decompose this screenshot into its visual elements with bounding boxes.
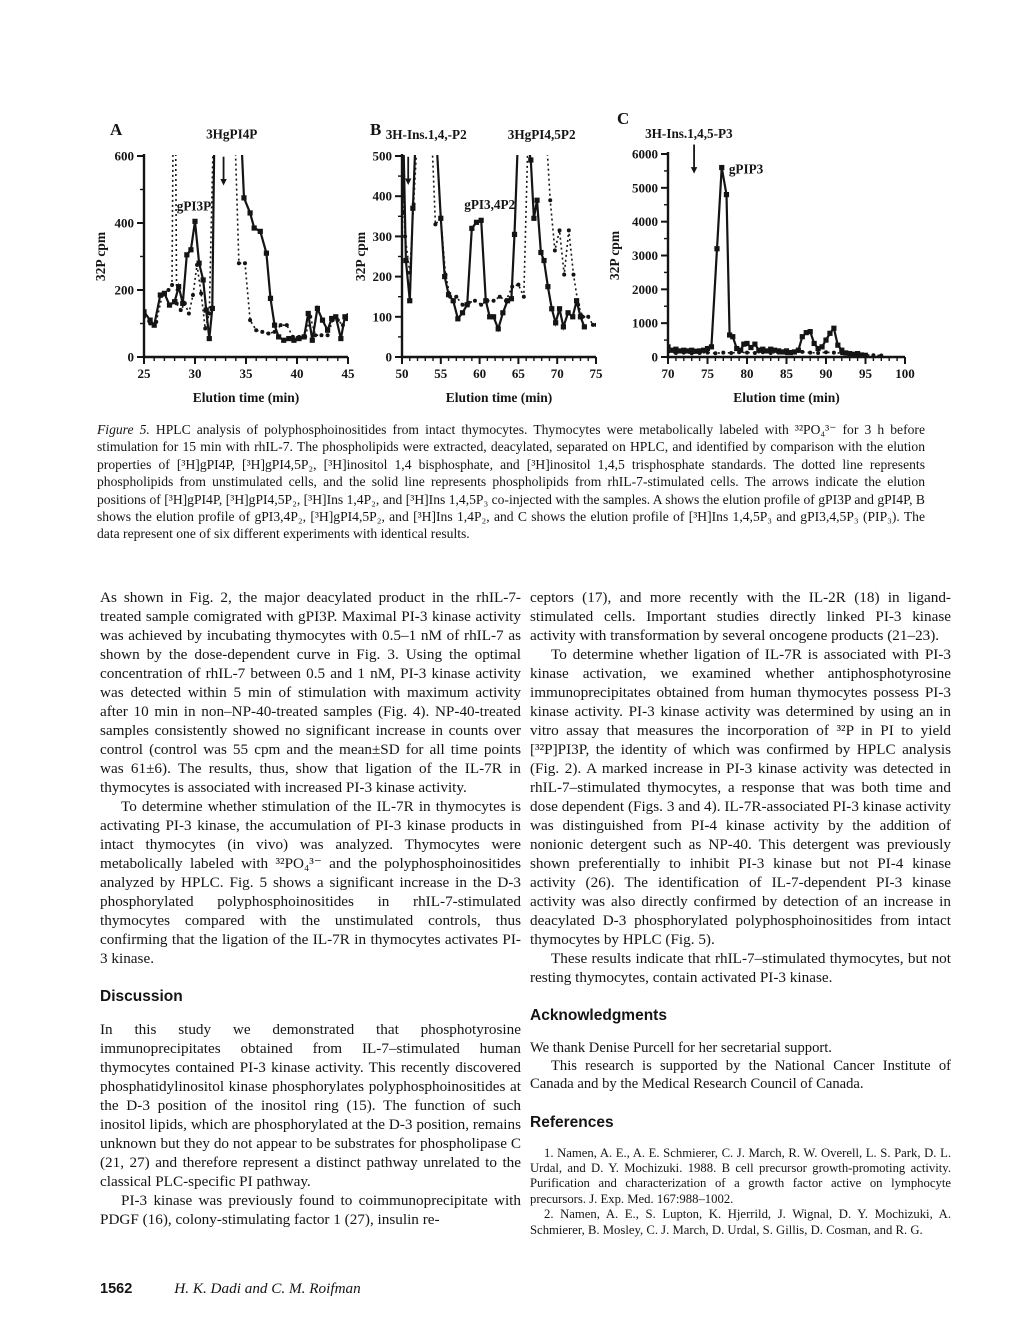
svg-text:gPI3P: gPI3P xyxy=(176,198,212,214)
svg-text:70: 70 xyxy=(550,366,564,381)
svg-text:6000: 6000 xyxy=(632,146,658,162)
figure-label: Figure 5. xyxy=(97,422,150,437)
acknowledgments-text-1: We thank Denise Purcell for her secretarial support. xyxy=(530,1040,832,1056)
svg-text:80: 80 xyxy=(740,366,754,381)
page-number: 1562 xyxy=(100,1281,133,1297)
right-column xyxy=(530,588,951,1238)
chart-panel-b xyxy=(352,104,610,409)
svg-text:40: 40 xyxy=(290,366,304,381)
svg-text:75: 75 xyxy=(701,366,714,381)
svg-text:45: 45 xyxy=(341,366,355,381)
svg-text:32P cpm: 32P cpm xyxy=(93,231,108,282)
svg-text:0: 0 xyxy=(651,349,658,365)
svg-text:90: 90 xyxy=(819,366,833,381)
svg-text:65: 65 xyxy=(511,366,525,381)
svg-text:30: 30 xyxy=(188,366,202,381)
svg-text:3000: 3000 xyxy=(632,248,658,263)
figure-caption xyxy=(97,421,925,543)
svg-text:32P cpm: 32P cpm xyxy=(353,231,368,282)
paragraph-results-2: To determine whether stimulation of the IL-7R in thymocytes is activating PI-3 kinase, the accumulation of PI-3 kinase products in intact thymocytes (in vivo) was analyzed. Thymocytes were metabolically labeled with ³²PO₄³⁻ and the polyphosphoinositides analyzed by HPLC. Fig. 5 shows a significant increase in the D-3 phosphorylated polyphosphoinositides in rhIL-7-stimulated thymocytes compared with the unstimulated controls, thus confirming that the ligation of the IL-7R in thymocytes activates PI-3 kinase. xyxy=(100,798,521,967)
svg-text:200: 200 xyxy=(372,269,392,285)
svg-text:1000: 1000 xyxy=(632,315,658,331)
svg-text:3H-Ins.1,4,-P2: 3H-Ins.1,4,-P2 xyxy=(385,127,467,143)
paragraph-discussion-5: These results indicate that rhIL-7–stimulated thymocytes, but not resting thymocytes, contain activated PI-3 kinase. xyxy=(530,950,951,986)
paragraph-discussion-4: To determine whether ligation of IL-7R is associated with PI-3 kinase activation, we examined whether antiphosphotyrosine immunoprecipitates obtained from human thymocytes possess PI-3 kinase activity. PI-3 kinase activity was determined by using an in vitro assay that measures the incorporation of ³²P in PI to yield [³²P]PI3P, the identity of which was confirmed by HPLC analysis (Fig. 2). A marked increase in PI-3 kinase activity was detected in rhIL-7–stimulated thymocytes, a response that was both time and dose dependent (Figs. 3 and 4). IL-7R-associated PI-3 kinase activity was distinguished from PI-4 kinase activity by the addition of nonionic detergent such as NP-40. This detergent was previously shown preferentially to inhibit PI-3 kinase but not PI-4 kinase activity (26). The identification of IL-7-dependent PI-3 kinase activity was also directly confirmed by detection of an increase in deacylated D-3 phosphorylated polyphosphoinositides from intact thymocytes by HPLC (Fig. 5). xyxy=(530,646,951,948)
svg-text:200: 200 xyxy=(114,282,134,298)
svg-text:3HgPI4P: 3HgPI4P xyxy=(206,126,258,142)
svg-text:5000: 5000 xyxy=(632,180,658,196)
references-heading: References xyxy=(530,1113,614,1131)
svg-text:60: 60 xyxy=(473,366,487,381)
svg-text:C: C xyxy=(617,109,630,128)
svg-text:400: 400 xyxy=(114,215,134,231)
chart-panel-a xyxy=(92,104,360,409)
page-footer xyxy=(100,1280,361,1298)
svg-text:25: 25 xyxy=(137,366,151,381)
svg-text:35: 35 xyxy=(239,366,253,381)
svg-text:Elution time (min): Elution time (min) xyxy=(445,390,553,405)
reference-item-1: 1. Namen, A. E., A. E. Schmierer, C. J. March, R. W. Overell, L. S. Park, D. L. Urdal, and D. Y. Mochizuki. 1988. B cell precursor growth-promoting activity. Purification and characterization of a growth factor active on lymphocyte precursors. J. Exp. Med. 167:988–1002. xyxy=(530,1145,951,1206)
running-authors: H. K. Dadi and C. M. Roifman xyxy=(174,1280,361,1297)
svg-text:100: 100 xyxy=(895,366,915,381)
svg-text:100: 100 xyxy=(372,309,392,325)
acknowledgments-heading: Acknowledgments xyxy=(530,1007,667,1024)
svg-text:4000: 4000 xyxy=(632,214,658,230)
paragraph-discussion-1: In this study we demonstrated that phosphotyrosine immunoprecipitates obtained from IL-7–stimulated human thymocytes contained PI-3 kinase activity. This recently discovered phosphatidylinositol kinase phosphorylates polyphosphoinositides at the D-3 position of the inositol ring (15). The function of such inositol lipids, which are phosphorylated at the D-3 position, remains unknown but they do not appear to be substrates for phospholipase C (21, 27) and therefore represent a distinct pathway unrelated to the classical PLC-specific PI pathway. xyxy=(100,1021,521,1190)
svg-text:500: 500 xyxy=(372,148,392,164)
chart-panel-c xyxy=(606,96,921,409)
reference-item-2: 2. Namen, A. E., S. Lupton, K. Hjerrild, J. Wignal, D. Y. Mochizuki, A. Schmierer, B. Mosley, C. J. March, D. Urdal, S. Gillis, D. Cosman, and R. G. xyxy=(530,1207,951,1237)
svg-text:2000: 2000 xyxy=(632,281,658,297)
svg-text:55: 55 xyxy=(434,366,448,381)
svg-text:gPIP3: gPIP3 xyxy=(728,161,764,177)
svg-text:32P cpm: 32P cpm xyxy=(607,230,622,281)
svg-text:85: 85 xyxy=(780,366,793,381)
svg-text:3HgPI4,5P2: 3HgPI4,5P2 xyxy=(507,127,576,143)
svg-text:Elution time (min): Elution time (min) xyxy=(733,390,840,405)
svg-text:95: 95 xyxy=(859,366,872,381)
svg-text:600: 600 xyxy=(114,148,134,164)
svg-text:75: 75 xyxy=(589,366,603,381)
svg-text:B: B xyxy=(370,120,382,139)
svg-text:gPI3,4P2: gPI3,4P2 xyxy=(464,197,516,213)
svg-text:50: 50 xyxy=(395,366,409,381)
discussion-heading: Discussion xyxy=(100,988,183,1005)
svg-text:3H-Ins.1,4,5-P3: 3H-Ins.1,4,5-P3 xyxy=(645,125,733,141)
paragraph-results-1: As shown in Fig. 2, the major deacylated product in the rhIL-7-treated sample comigrated with gPI3P. Maximal PI-3 kinase activity was achieved by incubating thymocytes with 0.5–1 nM of rhIL-7 as shown by the dose-dependent curve in Fig. 3. Using the optimal concentration of rhIL-7 between 0.5 and 1 nM, PI-3 kinase activity was detected within 5 min of stimulation with maximum activity after 10 min in non–NP-40-treated samples (Fig. 4). NP-40-treated samples consistently showed no significant increase in counts over control (control was 55 cpm and the mean±SD for all time points was 61±6). The results, thus, show that ligation of the IL-7R in thymocytes is associated with increased PI-3 kinase activity. xyxy=(100,589,521,796)
acknowledgments-text-2: This research is supported by the National Cancer Institute of Canada and by the Medical Research Council of Canada. xyxy=(530,1058,951,1093)
figure-caption-text: HPLC analysis of polyphosphoinositides from intact thymocytes. Thymocytes were metabolically labeled with ³²PO₄³⁻ for 3 h before stimulation for 15 min with rhIL-7. The phospholipids were extracted, deacylated, separated on HPLC, and identified by comparison with the elution properties of [³H]gPI4P, [³H]gPI4,5P₂, [³H]inositol 1,4 bisphosphate, and [³H]inositol 1,4,5 trisphosphate standards. The dotted line represents phospholipids from unstimulated cells, and the solid line represents phospholipids from rhIL-7-stimulated cells. The arrows indicate the elution positions of [³H]gPI4P, [³H]gPI4,5P₂, [³H]Ins 1,4P₂, and [³H]Ins 1,4,5P₃ co-injected with the samples. A shows the elution profile of gPI3P and gPI4P, B shows the elution profile of gPI3,4P₂, [³H]gPI4,5P₂, and [³H]Ins 1,4P₂, and C shows the elution profile of [³H]Ins 1,4,5P₃ and gPI3,4,5P₃ (PIP₃). The data represent one of six different experiments with identical results. xyxy=(97,422,925,542)
left-column xyxy=(100,588,521,1229)
paragraph-discussion-3: ceptors (17), and more recently with the IL-2R (18) in ligand-stimulated cells. Important studies directly linked PI-3 kinase activity with transformation by several oncogene products (21–23). xyxy=(530,589,951,644)
svg-text:A: A xyxy=(110,120,123,139)
svg-text:0: 0 xyxy=(385,349,392,365)
svg-text:400: 400 xyxy=(372,188,392,204)
svg-text:Elution time (min): Elution time (min) xyxy=(192,390,300,405)
paragraph-discussion-2: PI-3 kinase was previously found to coimmunoprecipitate with PDGF (16), colony-stimulating factor 1 (27), insulin re- xyxy=(100,1192,521,1228)
svg-text:300: 300 xyxy=(372,228,392,244)
svg-text:70: 70 xyxy=(661,366,675,381)
svg-text:0: 0 xyxy=(127,349,134,365)
